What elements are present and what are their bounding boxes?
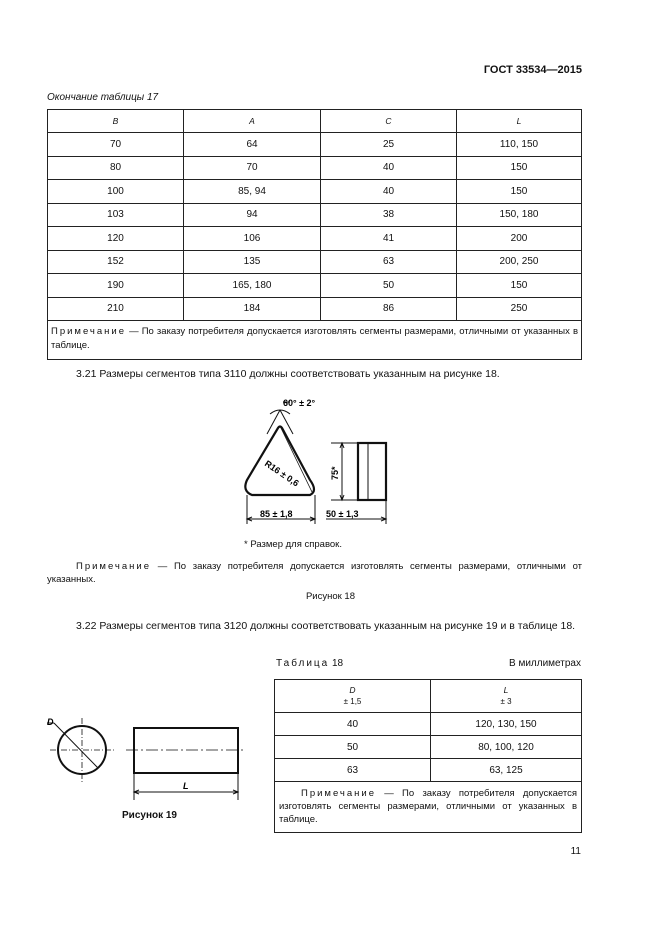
table-cell: 70: [184, 156, 321, 180]
table18: [274, 679, 582, 833]
figure18-note: [47, 560, 582, 586]
table-row: [48, 156, 582, 180]
paragraph-3-21: 3.21 Размеры сегментов типа 3110 должны соответствовать указанным на рисунке 18.: [76, 368, 500, 380]
standard-number: ГОСТ 33534—2015: [483, 64, 582, 76]
cylinder-side-view: [134, 728, 238, 773]
table-cell: 40: [321, 156, 457, 180]
figure18-drawing: [230, 390, 400, 530]
table17-note: [48, 321, 582, 360]
table-cell: 63: [321, 250, 457, 274]
d-label: D: [47, 717, 54, 727]
angle-label: 60° ± 2°: [283, 398, 316, 408]
table-cell: 150, 180: [457, 203, 582, 227]
table-cell: 50: [321, 274, 457, 298]
table-row: [275, 759, 582, 782]
col-header-b: B: [48, 110, 184, 133]
table-row: [48, 203, 582, 227]
col-d-tolerance: ± 1,5: [343, 697, 362, 706]
table-cell: 63: [275, 759, 431, 782]
table-cell: 150: [457, 180, 582, 204]
table-cell: 120, 130, 150: [431, 713, 582, 736]
table-cell: 86: [321, 297, 457, 321]
col-l-tolerance: ± 3: [500, 697, 512, 706]
note-label: Примечание: [76, 561, 151, 572]
table18-note-row: [275, 782, 582, 833]
table-cell: 165, 180: [184, 274, 321, 298]
table-row: [48, 180, 582, 204]
table-cell: 250: [457, 297, 582, 321]
table-cell: 210: [48, 297, 184, 321]
figure19-caption: Рисунок 19: [122, 810, 177, 821]
table-cell: 150: [457, 274, 582, 298]
col-l-name: L: [503, 685, 509, 695]
segment-side-view: [358, 443, 386, 500]
figure19-drawing: [40, 712, 255, 802]
note-text: — По заказу потребителя допускается изготовлять сегменты размерами, отличными от указанных в таблице.: [51, 326, 578, 351]
table-cell: 40: [321, 180, 457, 204]
height-label: 75*: [330, 466, 340, 480]
table18-title-label: Таблица: [276, 658, 330, 669]
table-cell: 190: [48, 274, 184, 298]
col-header-a: A: [184, 110, 321, 133]
table17-header-row: [48, 110, 582, 133]
table-cell: 64: [184, 133, 321, 157]
reference-note: * Размер для справок.: [244, 539, 342, 550]
table-cell: 103: [48, 203, 184, 227]
table-cell: 200, 250: [457, 250, 582, 274]
table-cell: 150: [457, 156, 582, 180]
width-label: 85 ± 1,8: [260, 509, 293, 519]
table-cell: 70: [48, 133, 184, 157]
table18-header-row: [275, 680, 582, 713]
table-row: [275, 736, 582, 759]
thickness-label: 50 ± 1,3: [326, 509, 359, 519]
table-cell: 106: [184, 227, 321, 251]
page-number: 11: [570, 846, 581, 857]
table-cell: 152: [48, 250, 184, 274]
table18-note: [275, 782, 582, 833]
table-cell: 25: [321, 133, 457, 157]
segment-triangle-outline: [245, 427, 314, 496]
table-row: [48, 297, 582, 321]
table-cell: 100: [48, 180, 184, 204]
table-row: [48, 133, 582, 157]
table-cell: 85, 94: [184, 180, 321, 204]
col-header-l: L: [457, 110, 582, 133]
table-cell: 63, 125: [431, 759, 582, 782]
col-header-d: [275, 680, 431, 713]
col-header-l: [431, 680, 582, 713]
table17-continuation-caption: Окончание таблицы 17: [47, 92, 159, 103]
note-label: Примечание: [301, 788, 376, 799]
table18-title: [276, 658, 343, 669]
col-d-name: D: [349, 685, 356, 695]
paragraph-3-22: 3.22 Размеры сегментов типа 3120 должны соответствовать указанным на рисунке 19 и в таблице 18.: [76, 620, 576, 632]
table-cell: 120: [48, 227, 184, 251]
table-cell: 50: [275, 736, 431, 759]
table17-note-row: [48, 321, 582, 360]
table-row: [48, 227, 582, 251]
table-cell: 40: [275, 713, 431, 736]
table-row: [48, 274, 582, 298]
col-header-c: C: [321, 110, 457, 133]
table-cell: 41: [321, 227, 457, 251]
table-cell: 94: [184, 203, 321, 227]
l-label: L: [183, 781, 189, 791]
table17: [47, 109, 582, 360]
table-cell: 38: [321, 203, 457, 227]
table-cell: 80: [48, 156, 184, 180]
table-cell: 200: [457, 227, 582, 251]
table-cell: 184: [184, 297, 321, 321]
note-label: Примечание: [51, 326, 126, 337]
table18-title-number: 18: [332, 658, 344, 669]
table-cell: 135: [184, 250, 321, 274]
table-cell: 110, 150: [457, 133, 582, 157]
figure18-caption: Рисунок 18: [305, 591, 356, 602]
table-row: [48, 250, 582, 274]
table-cell: 80, 100, 120: [431, 736, 582, 759]
table-row: [275, 713, 582, 736]
table18-units: В миллиметрах: [509, 658, 581, 669]
radius-label: R16 ± 0,6: [262, 458, 301, 489]
note-text: — По заказу потребителя допускается изготовлять сегменты размерами, отличными от указанных.: [47, 561, 582, 585]
note-text: — По заказу потребителя допускается изготовлять сегменты размерами, отличными от указанных в таблице.: [279, 788, 577, 825]
